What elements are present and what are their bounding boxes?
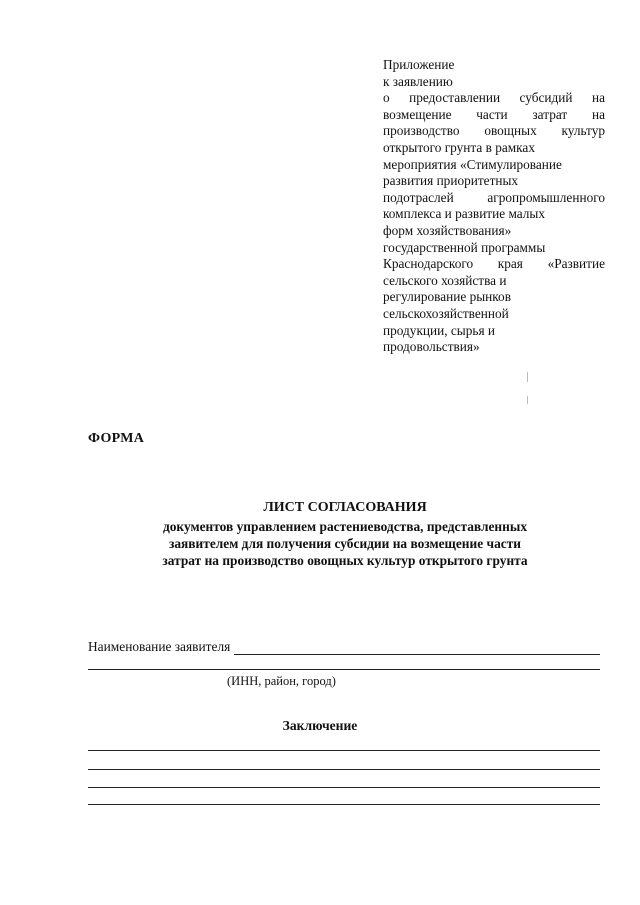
appendix-line: возмещение части затрат на <box>383 106 605 122</box>
appendix-line: сельскохозяйственной <box>383 305 509 321</box>
appendix-line: регулирование рынков <box>383 289 511 305</box>
conclusion-line-3[interactable] <box>88 787 600 788</box>
appendix-line: форм хозяйствования» <box>383 222 512 238</box>
appendix-line: мероприятия «Стимулирование <box>383 156 562 172</box>
title-line-3: затрат на производство овощных культур открытого грунта <box>162 553 528 568</box>
form-label: ФОРМА <box>88 431 145 446</box>
scan-artifact <box>527 372 528 382</box>
appendix-line: продовольствия» <box>383 339 480 355</box>
title-line-2: заявителем для получения субсидии на возмещение части <box>168 536 522 551</box>
appendix-line: продукции, сырья и <box>383 322 496 338</box>
applicant-hint: (ИНН, район, город) <box>227 674 336 688</box>
appendix-line: комплекса и развитие малых <box>383 206 546 222</box>
title-line-1: документов управлением растениеводства, представленных <box>162 519 528 534</box>
appendix-line: Приложение <box>383 57 455 72</box>
appendix-line: государственной программы <box>383 239 546 255</box>
scan-artifact <box>527 396 528 404</box>
document-title: ЛИСТ СОГЛАСОВАНИЯ <box>263 500 427 515</box>
conclusion-line-2[interactable] <box>88 769 600 770</box>
applicant-name-row <box>88 639 600 655</box>
appendix-line: открытого грунта в рамках <box>383 139 535 155</box>
applicant-name-field[interactable] <box>234 640 600 655</box>
appendix-line: подотраслей агропромышленного <box>383 189 605 205</box>
applicant-name-label: Наименование заявителя <box>88 639 231 654</box>
conclusion-line-1[interactable] <box>88 750 600 751</box>
appendix-line: к заявлению <box>383 73 453 89</box>
appendix-line: производство овощных культур <box>383 123 605 139</box>
appendix-line: о предоставлении субсидий на <box>383 90 605 106</box>
appendix-line: Краснодарского края «Развитие <box>383 256 605 272</box>
appendix-line: развития приоритетных <box>383 173 519 189</box>
title-block <box>110 499 580 569</box>
appendix-line: сельского хозяйства и <box>383 272 507 288</box>
conclusion-title: Заключение <box>282 718 358 733</box>
appendix-note <box>383 57 605 356</box>
conclusion-line-4[interactable] <box>88 804 600 805</box>
applicant-second-line[interactable] <box>88 669 600 670</box>
